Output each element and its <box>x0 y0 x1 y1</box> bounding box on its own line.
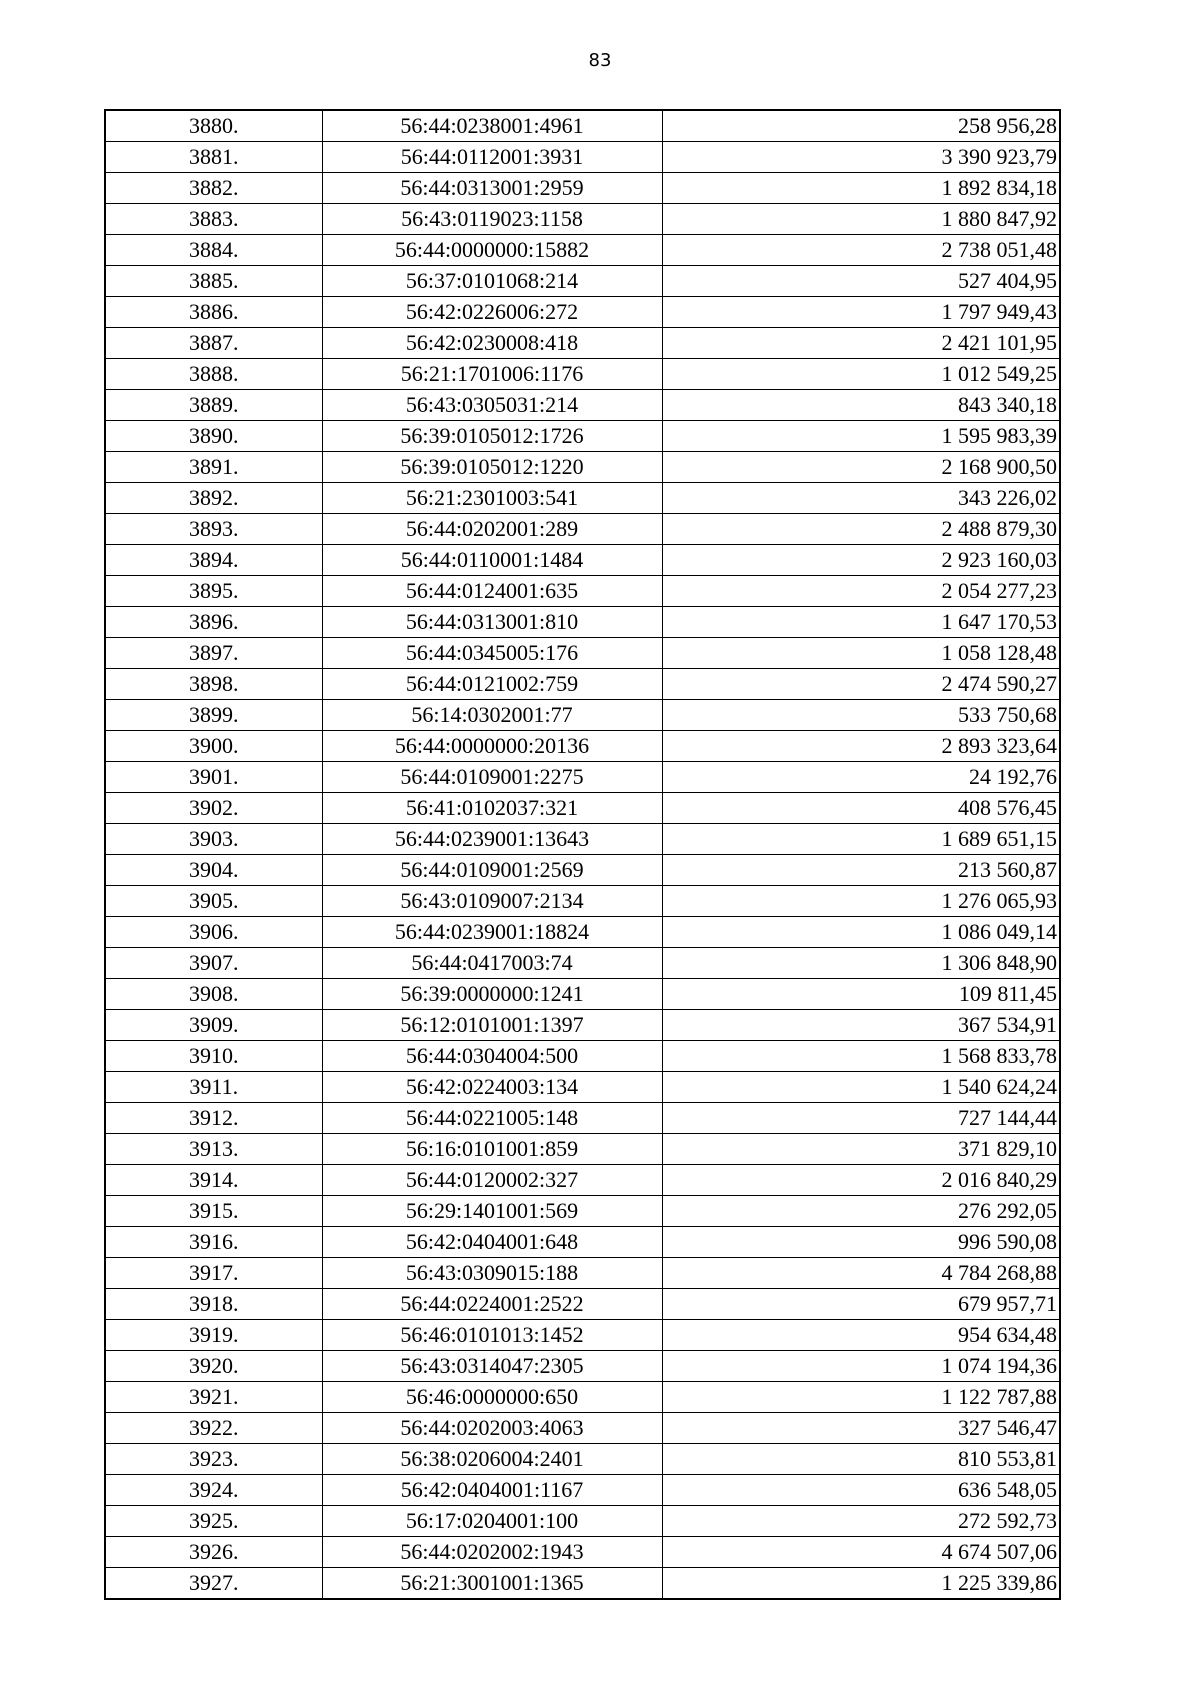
row-number-cell: 3902. <box>105 793 322 824</box>
value-cell: 1 012 549,25 <box>662 359 1060 390</box>
row-number-cell: 3898. <box>105 669 322 700</box>
value-cell: 4 674 507,06 <box>662 1537 1060 1568</box>
cadastral-number-cell: 56:16:0101001:859 <box>322 1134 662 1165</box>
table-row <box>105 452 1060 483</box>
value-cell: 213 560,87 <box>662 855 1060 886</box>
cadastral-number-cell: 56:17:0204001:100 <box>322 1506 662 1537</box>
row-number-cell: 3892. <box>105 483 322 514</box>
table-row <box>105 1413 1060 1444</box>
cadastral-number-cell: 56:39:0105012:1726 <box>322 421 662 452</box>
value-cell: 327 546,47 <box>662 1413 1060 1444</box>
table-row <box>105 483 1060 514</box>
table-row <box>105 1258 1060 1289</box>
table-row <box>105 1165 1060 1196</box>
cadastral-number-cell: 56:44:0239001:13643 <box>322 824 662 855</box>
cadastral-number-cell: 56:44:0224001:2522 <box>322 1289 662 1320</box>
table-row <box>105 979 1060 1010</box>
table-row <box>105 1475 1060 1506</box>
cadastral-number-cell: 56:44:0313001:810 <box>322 607 662 638</box>
table-row <box>105 1103 1060 1134</box>
value-cell: 2 421 101,95 <box>662 328 1060 359</box>
table-row <box>105 204 1060 235</box>
table-row <box>105 576 1060 607</box>
value-cell: 1 689 651,15 <box>662 824 1060 855</box>
row-number-cell: 3903. <box>105 824 322 855</box>
table-row <box>105 638 1060 669</box>
table-row <box>105 793 1060 824</box>
row-number-cell: 3886. <box>105 297 322 328</box>
value-cell: 4 784 268,88 <box>662 1258 1060 1289</box>
table-row <box>105 1134 1060 1165</box>
value-cell: 636 548,05 <box>662 1475 1060 1506</box>
cadastral-number-cell: 56:44:0000000:15882 <box>322 235 662 266</box>
row-number-cell: 3922. <box>105 1413 322 1444</box>
cadastral-number-cell: 56:44:0202003:4063 <box>322 1413 662 1444</box>
cadastral-number-cell: 56:29:1401001:569 <box>322 1196 662 1227</box>
cadastral-number-cell: 56:46:0000000:650 <box>322 1382 662 1413</box>
value-cell: 1 074 194,36 <box>662 1351 1060 1382</box>
row-number-cell: 3893. <box>105 514 322 545</box>
table-row <box>105 359 1060 390</box>
value-cell: 727 144,44 <box>662 1103 1060 1134</box>
value-cell: 843 340,18 <box>662 390 1060 421</box>
value-cell: 1 568 833,78 <box>662 1041 1060 1072</box>
cadastral-number-cell: 56:43:0309015:188 <box>322 1258 662 1289</box>
cadastral-number-cell: 56:44:0121002:759 <box>322 669 662 700</box>
cadastral-number-cell: 56:43:0305031:214 <box>322 390 662 421</box>
table-row <box>105 731 1060 762</box>
table-row <box>105 1444 1060 1475</box>
value-cell: 954 634,48 <box>662 1320 1060 1351</box>
cadastral-number-cell: 56:39:0000000:1241 <box>322 979 662 1010</box>
value-cell: 810 553,81 <box>662 1444 1060 1475</box>
table-row <box>105 328 1060 359</box>
cadastral-number-cell: 56:42:0230008:418 <box>322 328 662 359</box>
table-row <box>105 173 1060 204</box>
row-number-cell: 3925. <box>105 1506 322 1537</box>
row-number-cell: 3917. <box>105 1258 322 1289</box>
cadastral-number-cell: 56:44:0221005:148 <box>322 1103 662 1134</box>
cadastral-number-cell: 56:44:0313001:2959 <box>322 173 662 204</box>
table-row <box>105 855 1060 886</box>
row-number-cell: 3914. <box>105 1165 322 1196</box>
row-number-cell: 3894. <box>105 545 322 576</box>
table-row <box>105 1320 1060 1351</box>
value-cell: 2 054 277,23 <box>662 576 1060 607</box>
value-cell: 1 122 787,88 <box>662 1382 1060 1413</box>
row-number-cell: 3887. <box>105 328 322 359</box>
value-cell: 343 226,02 <box>662 483 1060 514</box>
value-cell: 1 797 949,43 <box>662 297 1060 328</box>
table-row <box>105 297 1060 328</box>
row-number-cell: 3904. <box>105 855 322 886</box>
table-row <box>105 948 1060 979</box>
value-cell: 1 892 834,18 <box>662 173 1060 204</box>
cadastral-number-cell: 56:44:0109001:2275 <box>322 762 662 793</box>
cadastral-number-cell: 56:42:0404001:648 <box>322 1227 662 1258</box>
row-number-cell: 3920. <box>105 1351 322 1382</box>
row-number-cell: 3888. <box>105 359 322 390</box>
cadastral-number-cell: 56:44:0124001:635 <box>322 576 662 607</box>
table-row <box>105 266 1060 297</box>
row-number-cell: 3890. <box>105 421 322 452</box>
cadastral-number-cell: 56:44:0202002:1943 <box>322 1537 662 1568</box>
cadastral-number-cell: 56:44:0110001:1484 <box>322 545 662 576</box>
value-cell: 1 225 339,86 <box>662 1568 1060 1600</box>
row-number-cell: 3895. <box>105 576 322 607</box>
table-row <box>105 1537 1060 1568</box>
table-row <box>105 824 1060 855</box>
table-row <box>105 514 1060 545</box>
value-cell: 367 534,91 <box>662 1010 1060 1041</box>
row-number-cell: 3905. <box>105 886 322 917</box>
value-cell: 679 957,71 <box>662 1289 1060 1320</box>
table-row <box>105 669 1060 700</box>
table-row <box>105 762 1060 793</box>
value-cell: 2 168 900,50 <box>662 452 1060 483</box>
table-row <box>105 1351 1060 1382</box>
row-number-cell: 3918. <box>105 1289 322 1320</box>
cadastral-number-cell: 56:44:0304004:500 <box>322 1041 662 1072</box>
table-row <box>105 1227 1060 1258</box>
cadastral-number-cell: 56:44:0109001:2569 <box>322 855 662 886</box>
row-number-cell: 3882. <box>105 173 322 204</box>
cadastral-number-cell: 56:44:0112001:3931 <box>322 142 662 173</box>
table-row <box>105 607 1060 638</box>
cadastral-number-cell: 56:44:0120002:327 <box>322 1165 662 1196</box>
value-cell: 272 592,73 <box>662 1506 1060 1537</box>
table-row <box>105 421 1060 452</box>
cadastral-number-cell: 56:44:0000000:20136 <box>322 731 662 762</box>
value-cell: 2 488 879,30 <box>662 514 1060 545</box>
row-number-cell: 3900. <box>105 731 322 762</box>
table-row <box>105 1010 1060 1041</box>
cadastral-number-cell: 56:21:2301003:541 <box>322 483 662 514</box>
row-number-cell: 3912. <box>105 1103 322 1134</box>
table-row <box>105 1041 1060 1072</box>
cadastral-number-cell: 56:42:0404001:1167 <box>322 1475 662 1506</box>
table-row <box>105 886 1060 917</box>
value-cell: 24 192,76 <box>662 762 1060 793</box>
cadastral-number-cell: 56:42:0224003:134 <box>322 1072 662 1103</box>
cadastral-number-cell: 56:14:0302001:77 <box>322 700 662 731</box>
value-cell: 1 647 170,53 <box>662 607 1060 638</box>
value-cell: 371 829,10 <box>662 1134 1060 1165</box>
page-number: 83 <box>588 50 612 71</box>
registry-table <box>104 109 1061 1600</box>
cadastral-number-cell: 56:44:0239001:18824 <box>322 917 662 948</box>
value-cell: 276 292,05 <box>662 1196 1060 1227</box>
row-number-cell: 3889. <box>105 390 322 421</box>
value-cell: 1 306 848,90 <box>662 948 1060 979</box>
table-row <box>105 390 1060 421</box>
row-number-cell: 3891. <box>105 452 322 483</box>
cadastral-number-cell: 56:44:0345005:176 <box>322 638 662 669</box>
cadastral-number-cell: 56:44:0238001:4961 <box>322 110 662 142</box>
row-number-cell: 3880. <box>105 110 322 142</box>
cadastral-number-cell: 56:43:0119023:1158 <box>322 204 662 235</box>
table-row <box>105 700 1060 731</box>
row-number-cell: 3908. <box>105 979 322 1010</box>
cadastral-number-cell: 56:37:0101068:214 <box>322 266 662 297</box>
row-number-cell: 3924. <box>105 1475 322 1506</box>
value-cell: 1 595 983,39 <box>662 421 1060 452</box>
table-row <box>105 1072 1060 1103</box>
value-cell: 2 474 590,27 <box>662 669 1060 700</box>
table-row <box>105 110 1060 142</box>
value-cell: 2 016 840,29 <box>662 1165 1060 1196</box>
value-cell: 1 880 847,92 <box>662 204 1060 235</box>
row-number-cell: 3883. <box>105 204 322 235</box>
row-number-cell: 3927. <box>105 1568 322 1600</box>
value-cell: 1 086 049,14 <box>662 917 1060 948</box>
table-row <box>105 917 1060 948</box>
table-row <box>105 235 1060 266</box>
cadastral-number-cell: 56:38:0206004:2401 <box>322 1444 662 1475</box>
row-number-cell: 3901. <box>105 762 322 793</box>
table-row <box>105 545 1060 576</box>
cadastral-number-cell: 56:46:0101013:1452 <box>322 1320 662 1351</box>
table-row <box>105 142 1060 173</box>
row-number-cell: 3896. <box>105 607 322 638</box>
cadastral-number-cell: 56:44:0417003:74 <box>322 948 662 979</box>
row-number-cell: 3897. <box>105 638 322 669</box>
table-row <box>105 1568 1060 1600</box>
row-number-cell: 3899. <box>105 700 322 731</box>
row-number-cell: 3911. <box>105 1072 322 1103</box>
row-number-cell: 3915. <box>105 1196 322 1227</box>
row-number-cell: 3916. <box>105 1227 322 1258</box>
row-number-cell: 3884. <box>105 235 322 266</box>
cadastral-number-cell: 56:12:0101001:1397 <box>322 1010 662 1041</box>
cadastral-number-cell: 56:42:0226006:272 <box>322 297 662 328</box>
row-number-cell: 3919. <box>105 1320 322 1351</box>
value-cell: 996 590,08 <box>662 1227 1060 1258</box>
row-number-cell: 3923. <box>105 1444 322 1475</box>
value-cell: 533 750,68 <box>662 700 1060 731</box>
row-number-cell: 3926. <box>105 1537 322 1568</box>
table-row <box>105 1382 1060 1413</box>
cadastral-number-cell: 56:41:0102037:321 <box>322 793 662 824</box>
table-row <box>105 1196 1060 1227</box>
value-cell: 109 811,45 <box>662 979 1060 1010</box>
cadastral-number-cell: 56:21:3001001:1365 <box>322 1568 662 1600</box>
value-cell: 1 058 128,48 <box>662 638 1060 669</box>
value-cell: 2 923 160,03 <box>662 545 1060 576</box>
cadastral-number-cell: 56:43:0314047:2305 <box>322 1351 662 1382</box>
row-number-cell: 3906. <box>105 917 322 948</box>
value-cell: 408 576,45 <box>662 793 1060 824</box>
row-number-cell: 3881. <box>105 142 322 173</box>
table-row <box>105 1289 1060 1320</box>
cadastral-number-cell: 56:39:0105012:1220 <box>322 452 662 483</box>
row-number-cell: 3913. <box>105 1134 322 1165</box>
row-number-cell: 3907. <box>105 948 322 979</box>
row-number-cell: 3921. <box>105 1382 322 1413</box>
value-cell: 258 956,28 <box>662 110 1060 142</box>
row-number-cell: 3910. <box>105 1041 322 1072</box>
cadastral-number-cell: 56:43:0109007:2134 <box>322 886 662 917</box>
value-cell: 1 540 624,24 <box>662 1072 1060 1103</box>
value-cell: 3 390 923,79 <box>662 142 1060 173</box>
table-row <box>105 1506 1060 1537</box>
cadastral-number-cell: 56:21:1701006:1176 <box>322 359 662 390</box>
value-cell: 2 738 051,48 <box>662 235 1060 266</box>
value-cell: 2 893 323,64 <box>662 731 1060 762</box>
value-cell: 1 276 065,93 <box>662 886 1060 917</box>
row-number-cell: 3909. <box>105 1010 322 1041</box>
registry-table-body <box>105 110 1060 1599</box>
cadastral-number-cell: 56:44:0202001:289 <box>322 514 662 545</box>
value-cell: 527 404,95 <box>662 266 1060 297</box>
row-number-cell: 3885. <box>105 266 322 297</box>
